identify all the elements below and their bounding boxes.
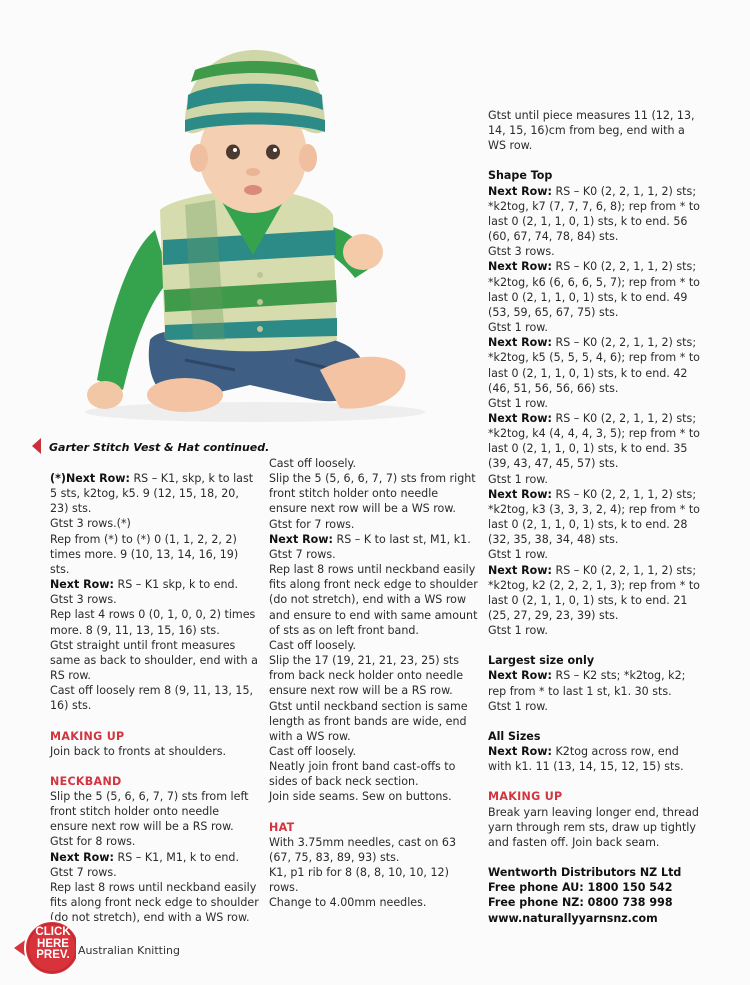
instruction-text: Rep last 8 rows until neckband easily fits along front neck edge to shoulder (do not stretch), end with a WS row.: [50, 880, 259, 925]
largest-size-line: [488, 699, 703, 714]
baby-photo: [75, 40, 435, 435]
row-label: Next Row:: [269, 532, 333, 546]
shape-top-line: [488, 411, 703, 472]
col1-line: [50, 471, 260, 516]
row-label: Next Row:: [488, 563, 552, 577]
neckband-line: [50, 865, 260, 880]
instruction-text: Cast off loosely.: [269, 638, 357, 652]
col2-line: [269, 699, 479, 744]
instruction-text: RS – K1, skp, k to last 5 sts, k2tog, k5. 9 (12, 15, 18, 20, 23) sts.: [50, 472, 254, 516]
shape-top-line: [488, 396, 703, 411]
instruction-text: RS – K0 (2, 2, 1, 1, 2) sts; *k2tog, k6 (6, 6, 6, 5, 7); rep from * to last 0 (2, 1, 1, 0, 1) sts, k to end. 49 (53, 59, 65, 67, 75) sts.: [488, 260, 700, 319]
instruction-text: Gtst 3 rows.: [488, 245, 555, 259]
col2-line: [269, 759, 479, 789]
col1-line: [50, 607, 260, 637]
all-sizes-line: [488, 744, 703, 774]
largest-size-line: [488, 668, 703, 698]
instruction-text: Gtst 1 row.: [488, 624, 548, 638]
neckband-line: [50, 850, 260, 865]
shape-top-line: [488, 259, 703, 320]
instruction-text: Gtst 7 rows.: [50, 865, 117, 879]
instruction-text: Gtst 3 rows.: [50, 593, 117, 607]
neckband-line: [50, 880, 260, 925]
row-label: Next Row:: [488, 411, 552, 425]
col1-line: [50, 577, 260, 592]
shape-top-line: [488, 184, 703, 245]
making-up-text: Join back to fronts at shoulders.: [50, 744, 227, 758]
column-2: [269, 456, 479, 911]
instruction-text: Cast off loosely rem 8 (9, 11, 13, 15, 16) sts.: [50, 684, 254, 713]
hat-line: [269, 865, 479, 895]
row-label: Next Row:: [488, 184, 552, 198]
instruction-text: Rep last 8 rows until neckband easily fits along front neck edge to shoulder (do not stretch), end with a WS row and ensure to end with same amount of sts as on left front band.: [269, 563, 478, 637]
row-label: Next Row:: [488, 336, 552, 350]
col2-line: [269, 517, 479, 532]
row-label: Next Row:: [488, 669, 552, 683]
instruction-text: Gtst 1 row.: [488, 321, 548, 335]
shape-top-line: [488, 335, 703, 396]
contact-block: [488, 865, 703, 926]
row-label: Next Row:: [50, 578, 114, 592]
neckband-line: [50, 834, 260, 849]
shape-top-line: [488, 244, 703, 259]
instruction-text: RS – K0 (2, 2, 1, 1, 2) sts; *k2tog, k2 (2, 2, 2, 1, 3); rep from * to last 0 (2, 1, 1, 0, 1) sts, k to end. 21 (25, 27, 29, 23, 39) sts.: [488, 563, 700, 622]
col3-intro: Gtst until piece measures 11 (12, 13, 14, 15, 16)cm from beg, end with a WS row.: [488, 109, 695, 153]
row-label: Next Row:: [488, 487, 552, 501]
instruction-text: Gtst straight until front measures same as back to shoulder, end with a RS row.: [50, 638, 258, 683]
col2-line: [269, 456, 479, 471]
badge-line-3: PREV.: [36, 949, 70, 961]
row-label: Next Row:: [488, 260, 552, 274]
making-up-2-heading: MAKING UP: [488, 790, 563, 804]
shape-top-line: [488, 563, 703, 624]
col2-line: [269, 653, 479, 698]
hat-line: [269, 895, 479, 910]
instruction-text: Cast off loosely.: [269, 744, 357, 758]
instruction-text: Gtst 1 row.: [488, 548, 548, 562]
instruction-text: Rep last 4 rows 0 (0, 1, 0, 0, 2) times more. 8 (9, 11, 13, 15, 16) sts.: [50, 608, 256, 637]
col2-line: [269, 562, 479, 638]
instruction-text: RS – K to last st, M1, k1.: [332, 532, 471, 546]
col1-line: [50, 638, 260, 683]
instruction-text: Gtst for 7 rows.: [269, 517, 355, 531]
hat-heading: HAT: [269, 820, 295, 834]
instruction-text: RS – K0 (2, 2, 1, 1, 2) sts; *k2tog, k7 (7, 7, 7, 6, 8); rep from * to last 0 (2, 1, 1, 0, 1) sts, k to end. 56 (60, 67, 74, 78, 84) sts.: [488, 184, 700, 244]
instruction-text: RS – K2 sts; *k2tog, k2; rep from * to last 1 st, k1. 30 sts.: [488, 669, 686, 698]
instruction-text: RS – K0 (2, 2, 1, 1, 2) sts; *k2tog, k4 (4, 4, 4, 3, 5); rep from * to last 0 (2, 1, 1, 0, 1) sts, k to end. 35 (39, 43, 47, 45, 57) sts.: [488, 411, 700, 471]
instruction-text: Gtst 7 rows.: [269, 547, 336, 561]
contact-phone-au: Free phone AU: 1800 150 542: [488, 881, 673, 895]
instruction-text: K1, p1 rib for 8 (8, 8, 10, 10, 12) rows.: [269, 866, 449, 895]
instruction-text: Change to 4.00mm needles.: [269, 896, 427, 910]
making-up-heading: MAKING UP: [50, 729, 125, 743]
badge-line-2: HERE: [37, 937, 69, 950]
column-1: [50, 471, 260, 925]
col2-line: [269, 532, 479, 547]
all-sizes-heading: All Sizes: [488, 729, 541, 743]
column-3: [488, 108, 703, 926]
instruction-text: K2tog across row, end with k1. 11 (13, 14, 15, 12, 15) sts.: [488, 745, 684, 774]
col1-line: [50, 516, 260, 531]
col2-line: [269, 471, 479, 516]
col2-line: [269, 789, 479, 804]
neckband-heading: NECKBAND: [50, 774, 122, 788]
col1-line: [50, 683, 260, 713]
contact-phone-nz: Free phone NZ: 0800 738 998: [488, 896, 673, 910]
contact-company: Wentworth Distributors NZ Ltd: [488, 866, 682, 880]
contact-website[interactable]: www.naturallyyarnsnz.com: [488, 911, 658, 925]
shape-top-heading: Shape Top: [488, 169, 553, 183]
col2-line: [269, 547, 479, 562]
instruction-text: Cast off loosely.: [269, 457, 357, 470]
instruction-text: RS – K1 skp, k to end.: [113, 578, 239, 592]
instruction-text: RS – K1, M1, k to end.: [113, 850, 239, 864]
row-label: (*)Next Row:: [50, 472, 130, 485]
instruction-text: Gtst until neckband section is same length as front bands are wide, end with a WS row.: [269, 699, 468, 743]
shape-top-line: [488, 623, 703, 638]
shape-top-line: [488, 547, 703, 562]
neckband-line: [50, 789, 260, 834]
instruction-text: Slip the 5 (5, 6, 6, 7, 7) sts from left front stitch holder onto needle ensure next row will be a RS row.: [50, 789, 249, 834]
row-label: Next Row:: [50, 850, 114, 864]
badge-line-1: CLICK: [35, 926, 71, 938]
shape-top-line: [488, 487, 703, 548]
instruction-text: With 3.75mm needles, cast on 63 (67, 75, 83, 89, 93) sts.: [269, 835, 457, 864]
col2-line: [269, 638, 479, 653]
instruction-text: Join side seams. Sew on buttons.: [269, 790, 452, 804]
instruction-text: Slip the 17 (19, 21, 21, 23, 25) sts from back neck holder onto needle ensure next row will be a RS row.: [269, 654, 464, 698]
instruction-text: Gtst 1 row.: [488, 699, 548, 713]
instruction-text: Gtst for 8 rows.: [50, 835, 136, 849]
instruction-text: RS – K0 (2, 2, 1, 1, 2) sts; *k2tog, k5 (5, 5, 5, 4, 6); rep from * to last 0 (2, 1, 1, 0, 1) sts, k to end. 42 (46, 51, 56, 56, 66) sts.: [488, 336, 700, 395]
instruction-text: RS – K0 (2, 2, 1, 1, 2) sts; *k2tog, k3 (3, 3, 3, 2, 4); rep from * to last 0 (2, 1, 1, 0, 1) sts, k to end. 28 (32, 35, 38, 34, 48) sts.: [488, 487, 700, 547]
badge-label: [27, 927, 79, 962]
instruction-text: Gtst 1 row.: [488, 396, 548, 410]
instruction-text: Slip the 5 (5, 6, 6, 7, 7) sts from right front stitch holder onto needle ensure next row will be a WS row.: [269, 472, 476, 516]
col2-line: [269, 744, 479, 759]
col1-line: [50, 592, 260, 607]
row-label: Next Row:: [488, 745, 552, 759]
shape-top-line: [488, 320, 703, 335]
page-footer-label: Australian Knitting: [78, 944, 181, 957]
col1-line: [50, 532, 260, 577]
section-marker-icon: [32, 438, 41, 454]
instruction-text: Rep from (*) to (*) 0 (1, 1, 2, 2, 2) times more. 9 (10, 13, 14, 16, 19) sts.: [50, 532, 239, 576]
continued-heading: Garter Stitch Vest & Hat continued.: [49, 441, 270, 454]
instruction-text: Gtst 1 row.: [488, 472, 548, 486]
instruction-text: Gtst 3 rows.(*): [50, 517, 131, 531]
largest-size-heading: Largest size only: [488, 654, 595, 668]
instruction-text: Neatly join front band cast-offs to sides of back neck section.: [269, 760, 456, 789]
shape-top-line: [488, 472, 703, 487]
hat-line: [269, 835, 479, 865]
making-up-2-text: Break yarn leaving longer end, thread yarn through rem sts, draw up tightly and fasten off. Join back seam.: [488, 805, 699, 849]
